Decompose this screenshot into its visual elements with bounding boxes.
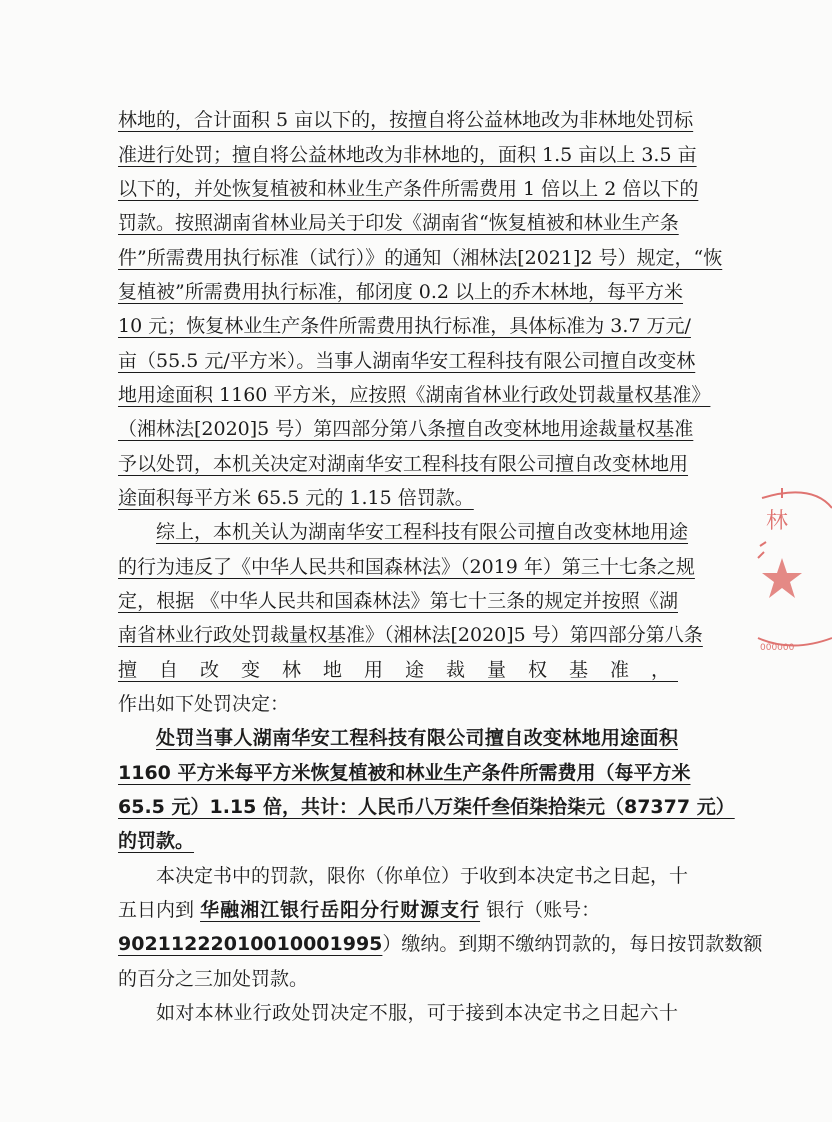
text-line: 件”所需费用执行标准（试行）》的通知（湘林法[2021]2 号）规定，“恢 bbox=[118, 247, 723, 269]
text-line: 综上，本机关认为湖南华安工程科技有限公司擅自改变林地用途 bbox=[156, 521, 689, 543]
text-line: 10 元；恢复林业生产条件所需费用执行标准，具体标准为 3.7 万元/ bbox=[118, 315, 691, 337]
text-line: 作出如下处罚决定： bbox=[118, 693, 290, 715]
text-line: 复植被”所需费用执行标准，郁闭度 0.2 以上的乔木林地，每平方米 bbox=[118, 281, 684, 303]
text-line: 亩（55.5 元/平方米）。当事人湖南华安工程科技有限公司擅自改变林 bbox=[118, 350, 696, 372]
text-line: 如对本林业行政处罚决定不服，可于接到本决定书之日起六十 bbox=[156, 1002, 678, 1024]
text-line: 定，根据 《中华人民共和国森林法》第七十三条的规定并按照《湖 bbox=[118, 590, 678, 612]
seal-digits: 000000 bbox=[760, 643, 795, 653]
decision-line: 65.5 元）1.15 倍，共计：人民币八万柒仟叁佰柒拾柒元（87377 元） bbox=[118, 796, 735, 818]
text-line: 准进行处罚；擅自将公益林地改为非林地的，面积 1.5 亩以上 3.5 亩 bbox=[118, 144, 697, 166]
decision-line: 处罚当事人湖南华安工程科技有限公司擅自改变林地用途面积 bbox=[156, 727, 678, 749]
text-span: 五日内到 bbox=[118, 899, 195, 921]
seal-stamp-graphic bbox=[752, 488, 832, 668]
text-span: 银行（账号： bbox=[486, 899, 601, 921]
decision-line: 1160 平方米每平方米恢复植被和林业生产条件所需费用（每平方米 bbox=[118, 762, 691, 784]
text-line: 途面积每平方米 65.5 元的 1.15 倍罚款。 bbox=[118, 487, 474, 509]
payment-account-line bbox=[118, 930, 763, 960]
text-line: 南省林业行政处罚裁量权基准》（湘林法[2020]5 号）第四部分第八条 bbox=[118, 624, 703, 646]
text-line: 本决定书中的罚款，限你（你单位）于收到本决定书之日起，十 bbox=[156, 865, 689, 887]
text-line: 擅自改变林地用途裁量权基准， bbox=[118, 659, 678, 681]
text-line: 予以处罚，本机关决定对湖南华安工程科技有限公司擅自改变林地用 bbox=[118, 453, 689, 475]
payment-bank-line bbox=[118, 896, 678, 926]
seal-stamp bbox=[752, 488, 832, 668]
text-line: 的行为违反了《中华人民共和国森林法》（2019 年）第三十七条之规 bbox=[118, 556, 695, 578]
account-number: 90211222010010001995 bbox=[118, 933, 383, 955]
text-line: 的百分之三加处罚款。 bbox=[118, 968, 309, 990]
text-line: 以下的，并处恢复植被和林业生产条件所需费用 1 倍以上 2 倍以下的 bbox=[118, 178, 699, 200]
decision-line: 的罚款。 bbox=[118, 830, 195, 852]
text-span: ）缴纳。到期不缴纳罚款的，每日按罚款数额 bbox=[382, 933, 763, 955]
seal-char: 林 bbox=[766, 509, 789, 534]
text-line: 林地的，合计面积 5 亩以下的，按擅自将公益林地改为非林地处罚标 bbox=[118, 109, 694, 131]
bank-name: 华融湘江银行岳阳分行财源支行 bbox=[200, 899, 481, 921]
text-line: 地用途面积 1160 平方米，应按照《湖南省林业行政处罚裁量权基准》 bbox=[118, 384, 711, 406]
text-line: 罚款。按照湖南省林业局关于印发《湖南省“恢复植被和林业生产条 bbox=[118, 212, 679, 234]
text-line: （湘林法[2020]5 号）第四部分第八条擅自改变林地用途裁量权基准 bbox=[118, 418, 694, 440]
